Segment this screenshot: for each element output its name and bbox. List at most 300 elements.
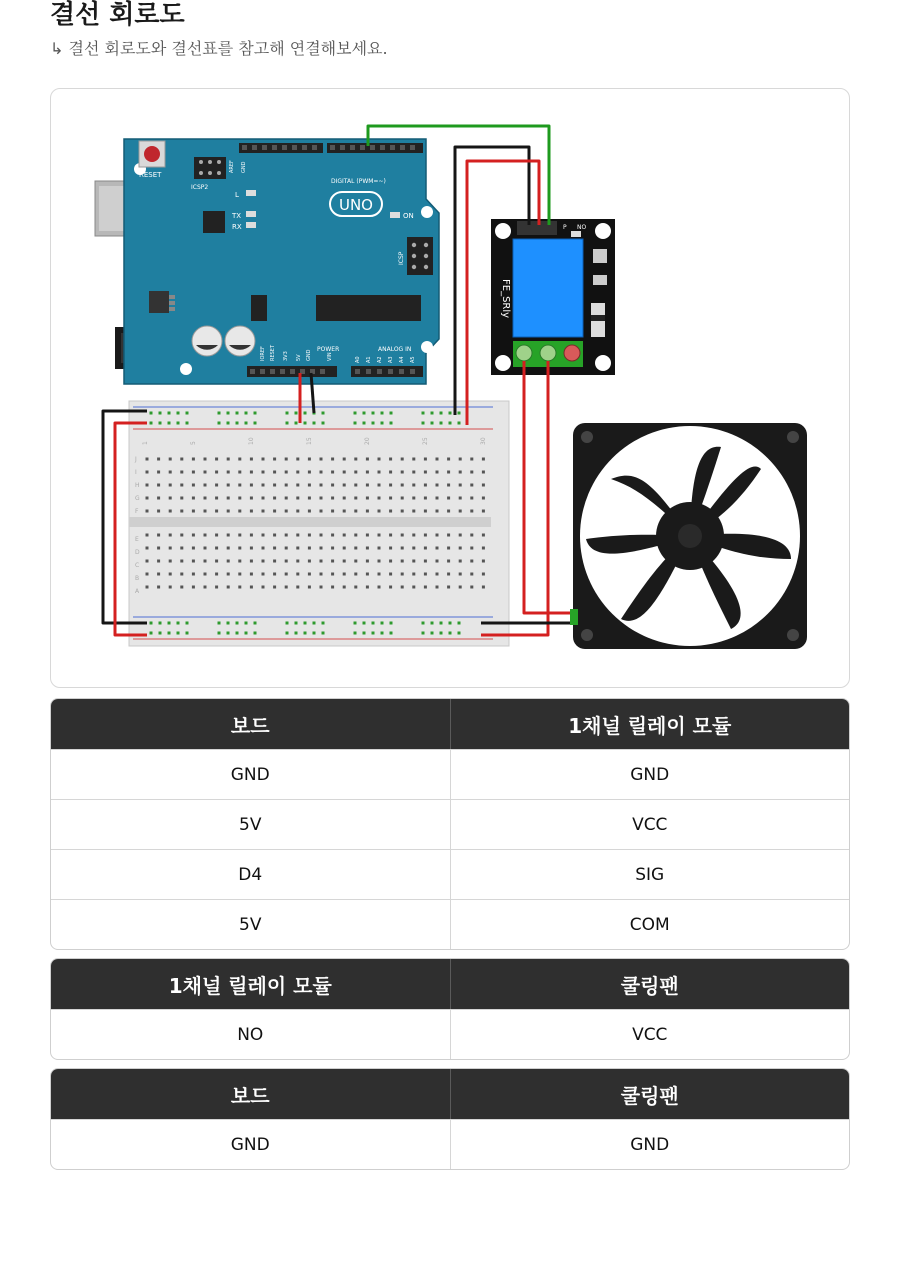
row-letter-f: F [135,508,139,515]
breadboard-hole [431,632,434,635]
breadboard-hole [354,534,357,537]
breadboard-hole [192,560,195,563]
breadboard-hole [366,573,369,576]
breadboard-hole [295,412,298,415]
breadboard-hole [378,573,381,576]
breadboard-hole [227,547,230,550]
breadboard-hole [169,534,172,537]
table-cell: GND [230,764,270,785]
breadboard-hole [180,510,183,513]
breadboard-hole [250,497,253,500]
breadboard-hole [296,560,299,563]
row-letter-i: I [135,469,137,476]
breadboard-hole [159,412,162,415]
breadboard-hole [204,510,207,513]
breadboard-hole [436,573,439,576]
breadboard-hole [366,510,369,513]
breadboard-hole [273,573,276,576]
breadboard-hole [378,560,381,563]
breadboard-hole [354,622,357,625]
breadboard-hole [482,484,485,487]
table-row [51,1119,849,1169]
breadboard-hole [250,573,253,576]
breadboard-hole [218,422,221,425]
breadboard-hole [286,632,289,635]
breadboard-hole [238,586,241,589]
breadboard-hole [436,458,439,461]
breadboard-hole [366,547,369,550]
breadboard-hole [470,534,473,537]
breadboard-hole [331,534,334,537]
atmega-chip [316,295,421,321]
col-number-30: 30 [480,437,487,445]
breadboard-hole [389,458,392,461]
breadboard-hole [308,458,311,461]
breadboard-hole [250,560,253,563]
breadboard-hole [482,458,485,461]
breadboard-hole [343,471,346,474]
breadboard-hole [295,622,298,625]
table-cell: NO [237,1024,264,1045]
breadboard-hole [262,573,265,576]
breadboard-hole [459,534,462,537]
row-letter-c: C [135,562,140,569]
breadboard-hole [447,484,450,487]
breadboard-hole [250,510,253,513]
breadboard-hole [470,458,473,461]
breadboard-hole [343,484,346,487]
breadboard-hole [215,471,218,474]
breadboard-hole [447,586,450,589]
analog-label: ANALOG IN [378,346,412,353]
icsp-label: ICSP [398,251,405,265]
breadboard-hole [354,471,357,474]
breadboard-hole [366,458,369,461]
breadboard-hole [470,484,473,487]
breadboard-hole [343,560,346,563]
breadboard-hole [470,497,473,500]
pin-5v-label: 5V [296,354,302,361]
breadboard-hole [320,586,323,589]
breadboard-hole [482,534,485,537]
breadboard-hole [285,586,288,589]
breadboard-hole [343,534,346,537]
breadboard-hole [436,586,439,589]
relay-pin-p-label: P [563,224,567,231]
breadboard-hole [331,458,334,461]
breadboard-hole [304,632,307,635]
breadboard-hole [363,622,366,625]
table-cell: GND [230,1134,270,1155]
breadboard-hole [227,586,230,589]
breadboard-hole [459,547,462,550]
pin-a5-label: A5 [410,356,416,363]
breadboard-hole [381,622,384,625]
breadboard-hole [459,458,462,461]
breadboard-hole [322,632,325,635]
row-letter-j: J [135,456,137,463]
table-cell: GND [450,750,850,799]
connection-table-board-fan [50,1068,850,1170]
breadboard-hole [180,497,183,500]
breadboard-hole [304,412,307,415]
breadboard-hole [168,622,171,625]
row-letter-b: B [135,575,140,582]
breadboard-hole [273,560,276,563]
breadboard-hole [447,534,450,537]
breadboard-hole [424,471,427,474]
row-letter-e: E [135,536,139,543]
breadboard-hole [447,458,450,461]
breadboard-hole [204,458,207,461]
breadboard-hole [177,422,180,425]
icsp2-label: ICSP2 [191,184,209,191]
breadboard-hole [308,534,311,537]
breadboard-hole [227,573,230,576]
breadboard-hole [159,422,162,425]
breadboard-hole [378,458,381,461]
breadboard-hole [180,534,183,537]
row-letter-g: G [135,495,140,502]
breadboard-hole [343,497,346,500]
breadboard-hole [389,560,392,563]
breadboard-hole [245,422,248,425]
breadboard-hole [238,484,241,487]
breadboard-hole [378,510,381,513]
breadboard-hole [440,632,443,635]
breadboard-hole [262,547,265,550]
breadboard-hole [470,547,473,550]
breadboard-hole [412,471,415,474]
pin-a1-label: A1 [366,356,372,363]
breadboard-hole [192,458,195,461]
breadboard-hole [169,547,172,550]
tx-led-label: TX [232,212,242,220]
breadboard-hole [254,412,257,415]
breadboard-hole [470,471,473,474]
breadboard-hole [238,573,241,576]
breadboard-hole [401,471,404,474]
breadboard-hole [192,534,195,537]
breadboard-hole [390,412,393,415]
breadboard-hole [424,458,427,461]
breadboard-hole [238,458,241,461]
breadboard-hole [308,497,311,500]
breadboard-hole [378,497,381,500]
arduino-uno-board [95,139,439,384]
breadboard-hole [215,534,218,537]
breadboard-hole [436,497,439,500]
breadboard-hole [390,632,393,635]
breadboard-hole [424,484,427,487]
breadboard-hole [308,560,311,563]
breadboard-hole [331,560,334,563]
relay-module [491,219,615,375]
breadboard-hole [320,547,323,550]
breadboard-hole [254,422,257,425]
breadboard-hole [169,573,172,576]
breadboard-hole [459,510,462,513]
breadboard-hole [304,622,307,625]
breadboard-hole [366,484,369,487]
breadboard-hole [308,586,311,589]
breadboard-hole [238,471,241,474]
breadboard-hole [204,484,207,487]
page-title: 결선 회로도 [50,0,185,30]
breadboard-hole [381,422,384,425]
breadboard-hole [295,422,298,425]
breadboard-hole [424,510,427,513]
breadboard-hole [238,510,241,513]
breadboard-hole [215,560,218,563]
breadboard-hole [354,586,357,589]
breadboard-hole [389,586,392,589]
breadboard-hole [320,560,323,563]
usb-chip [203,211,225,233]
l-led-label: L [235,191,239,199]
breadboard-hole [227,534,230,537]
breadboard-hole [157,484,160,487]
breadboard-hole [363,412,366,415]
breadboard-hole [482,586,485,589]
breadboard-hole [180,573,183,576]
breadboard-hole [366,497,369,500]
breadboard-hole [424,547,427,550]
breadboard-hole [236,632,239,635]
breadboard-hole [159,622,162,625]
breadboard-hole [192,547,195,550]
breadboard-hole [470,560,473,563]
breadboard-hole [354,484,357,487]
breadboard-hole [285,573,288,576]
breadboard-hole [227,497,230,500]
breadboard-hole [436,471,439,474]
breadboard-hole [159,632,162,635]
breadboard-hole [204,471,207,474]
breadboard-hole [331,573,334,576]
power-label: POWER [317,346,340,353]
breadboard-hole [447,560,450,563]
breadboard-hole [157,458,160,461]
table-cell: COM [450,900,850,949]
breadboard-hole [157,560,160,563]
breadboard-hole [215,586,218,589]
breadboard-hole [227,412,230,415]
breadboard-hole [458,622,461,625]
breadboard-hole [262,510,265,513]
table-row [51,849,849,899]
icsp2-header [194,157,226,179]
breadboard-hole [296,547,299,550]
breadboard-hole [262,560,265,563]
breadboard-hole [458,412,461,415]
breadboard-hole [389,497,392,500]
icsp-header [407,237,433,275]
breadboard-hole [215,458,218,461]
breadboard-hole [227,422,230,425]
page-subtitle: ↳ 결선 회로도와 결선표를 참고해 연결해보세요. [50,39,388,58]
breadboard-hole [192,471,195,474]
aref-label: AREF [229,160,235,173]
breadboard-hole [150,422,153,425]
breadboard-hole [286,622,289,625]
breadboard-hole [389,510,392,513]
table-header-cell: 보드 [230,1083,270,1108]
breadboard-hole [331,484,334,487]
breadboard-hole [146,497,149,500]
breadboard-hole [254,632,257,635]
breadboard-hole [186,622,189,625]
breadboard-hole [157,573,160,576]
breadboard-hole [449,422,452,425]
wiring-diagram [50,88,850,688]
breadboard-hole [378,484,381,487]
breadboard-hole [238,534,241,537]
connection-table-board-relay [50,698,850,950]
breadboard-hole [331,497,334,500]
table-header-cell: 보드 [230,713,270,738]
breadboard-hole [204,560,207,563]
pin-gnd-label: GND [306,349,312,361]
breadboard-hole [482,547,485,550]
breadboard-hole [285,547,288,550]
col-number-25: 25 [422,437,429,445]
breadboard-hole [273,458,276,461]
breadboard-hole [412,458,415,461]
connection-table-relay-fan [50,958,850,1060]
breadboard [129,401,509,646]
breadboard-hole [308,547,311,550]
breadboard-hole [431,422,434,425]
col-number-1: 1 [142,441,149,445]
breadboard-hole [250,471,253,474]
breadboard-hole [436,510,439,513]
breadboard-hole [157,586,160,589]
breadboard-hole [440,422,443,425]
breadboard-hole [180,547,183,550]
breadboard-hole [422,632,425,635]
breadboard-hole [273,471,276,474]
breadboard-hole [204,573,207,576]
breadboard-hole [331,471,334,474]
breadboard-hole [215,573,218,576]
row-letter-d: D [135,549,140,556]
pin-vin-label: VIN [327,352,333,361]
breadboard-hole [146,560,149,563]
breadboard-hole [262,484,265,487]
breadboard-hole [180,458,183,461]
breadboard-hole [285,560,288,563]
breadboard-hole [286,422,289,425]
table-cell: D4 [238,864,263,885]
breadboard-hole [146,484,149,487]
breadboard-hole [459,586,462,589]
breadboard-hole [169,510,172,513]
breadboard-hole [322,622,325,625]
breadboard-hole [250,547,253,550]
breadboard-hole [285,497,288,500]
breadboard-hole [343,547,346,550]
breadboard-hole [157,510,160,513]
breadboard-hole [236,412,239,415]
breadboard-hole [378,586,381,589]
relay-pin-no-label: NO [577,224,587,231]
breadboard-hole [180,586,183,589]
table-cell: 5V [239,914,262,935]
breadboard-hole [401,586,404,589]
breadboard-hole [146,586,149,589]
breadboard-hole [204,497,207,500]
reset-pin-label: RESET [270,344,276,361]
breadboard-hole [313,622,316,625]
breadboard-hole [470,510,473,513]
pin-a3-label: A3 [388,356,394,363]
breadboard-hole [204,586,207,589]
uno-label: UNO [338,196,374,214]
table-header-row [51,1069,849,1119]
breadboard-hole [447,497,450,500]
breadboard-hole [354,560,357,563]
breadboard-hole [422,422,425,425]
breadboard-hole [180,560,183,563]
wiring-diagram-svg [51,89,850,688]
breadboard-hole [401,534,404,537]
breadboard-hole [308,471,311,474]
breadboard-hole [250,534,253,537]
breadboard-hole [366,471,369,474]
breadboard-hole [169,471,172,474]
cooling-fan [573,423,807,649]
breadboard-hole [250,586,253,589]
breadboard-hole [218,622,221,625]
breadboard-hole [296,458,299,461]
breadboard-hole [304,422,307,425]
breadboard-hole [227,622,230,625]
breadboard-hole [401,547,404,550]
breadboard-hole [449,622,452,625]
breadboard-hole [447,471,450,474]
breadboard-hole [322,412,325,415]
breadboard-hole [186,412,189,415]
breadboard-hole [320,458,323,461]
breadboard-hole [215,510,218,513]
breadboard-hole [389,534,392,537]
breadboard-hole [482,510,485,513]
breadboard-hole [296,510,299,513]
breadboard-hole [320,497,323,500]
breadboard-hole [285,534,288,537]
breadboard-hole [412,484,415,487]
breadboard-hole [227,484,230,487]
breadboard-hole [227,471,230,474]
breadboard-hole [470,586,473,589]
breadboard-hole [482,573,485,576]
breadboard-hole [366,560,369,563]
col-number-5: 5 [190,441,197,445]
reset-label: RESET [139,171,162,179]
breadboard-hole [381,632,384,635]
breadboard-hole [177,412,180,415]
breadboard-hole [238,497,241,500]
breadboard-hole [227,458,230,461]
breadboard-hole [343,573,346,576]
breadboard-hole [204,547,207,550]
breadboard-hole [273,547,276,550]
table-cell: VCC [450,800,850,849]
breadboard-hole [285,471,288,474]
breadboard-hole [378,547,381,550]
breadboard-hole [262,471,265,474]
